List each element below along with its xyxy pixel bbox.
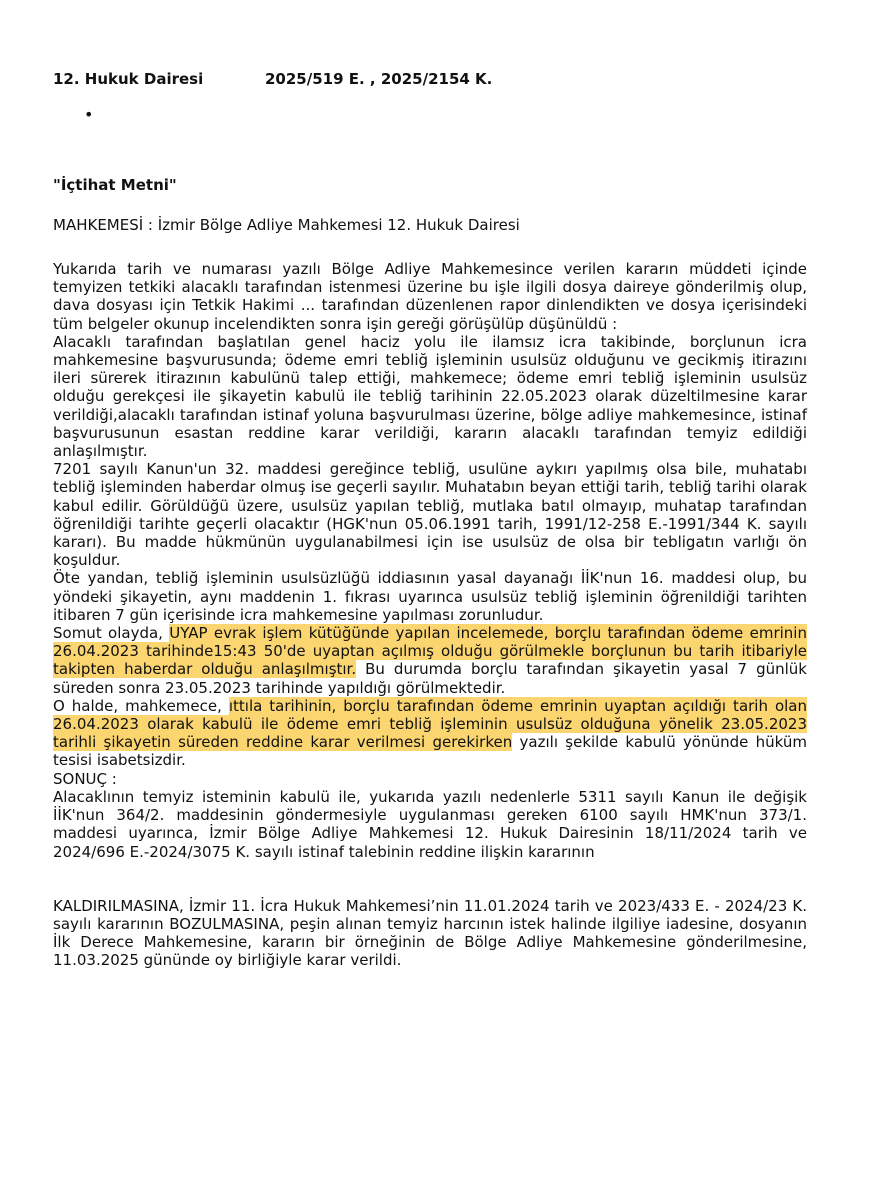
highlighted-text: ıttıla tarihinin, borçlu tarafından ödeme emrinin uyaptan açıldığı tarih olan 26.04.2023 olarak kabulü ile ödeme emri tebliğ işleminin usulsüz olduğuna yönelik 23.05.2023 tarihli şikayetin süreden reddine karar verilmesi gerekirken — [53, 696, 807, 752]
text-segment: Somut olayda, — [53, 624, 170, 643]
decision-text — [53, 260, 807, 970]
paragraph-conclusion-reasoning — [53, 697, 807, 770]
court-line: MAHKEMESİ : İzmir Bölge Adliye Mahkemesi 12. Hukuk Dairesi — [53, 216, 520, 234]
case-number: 2025/519 E. , 2025/2154 K. — [265, 70, 493, 88]
court-name: 12. Hukuk Dairesi — [53, 70, 204, 88]
paragraph-case-summary: Alacaklı tarafından başlatılan genel haciz yolu ile ilamsız icra takibinde, borçlunun icra mahkemesine başvurusunda; ödeme emri tebliğ işleminin usulsüz olduğunu ve gecikmiş itirazını ileri sürerek itirazının kabulünü talep ettiği, mahkemece; ödeme emri tebliğ işleminin usulsüz olduğu gerekçesi ile şikayetin kabulü ile tebliğ tarihinin 22.05.2023 olarak düzeltilmesine karar verildiği,alacaklı tarafından istinaf yoluna başvurulması üzerine, bölge adliye mahkemesince, istinaf başvurusunun esastan reddine karar verildiği, kararın alacaklı tarafından temyiz edildiği anlaşılmıştır. — [53, 332, 807, 461]
paragraph-result: Alacaklının temyiz isteminin kabulü ile, yukarıda yazılı nedenlerle 5311 sayılı Kanun ile değişik İİK'nun 364/2. maddesinin göndermesiyle uygulanması gereken 6100 sayılı HMK'nun 373/1. maddesi uyarınca, İzmir Bölge Adliye Mahkemesi 12. Hukuk Dairesinin 18/11/2024 tarih ve 2024/696 E.-2024/3075 K. sayılı istinaf talebinin reddine ilişkin kararının — [53, 787, 807, 861]
bullet-point: • — [84, 105, 94, 124]
paragraph-intro: Yukarıda tarih ve numarası yazılı Bölge Adliye Mahkemesince verilen kararın müddeti içinde temyizen tetkiki alacaklı tarafından istenmesi üzerine bu işle ilgili dosya daireye gönderilmiş olup, dava dosyası için Tetkik Hakimi ... tarafından düzenlenen rapor dinlendikten ve dosya içerisindeki tüm belgeler okunup incelendikten sonra işin gereği görüşülüp düşünüldü : — [53, 260, 807, 333]
text-segment: O halde, mahkemece, — [53, 696, 229, 715]
paragraph-iik-16: Öte yandan, tebliğ işleminin usulsüzlüğü iddiasının yasal dayanağı İİK'nun 16. maddesi olup, bu yöndeki şikayetin, aynı maddenin 1. fıkrası uyarınca usulsüz tebliğ işleminin öğrenildiği tarihten itibaren 7 gün içerisinde icra mahkemesine yapılması zorunludur. — [53, 569, 807, 624]
text-segment: Bu durumda borçlu tarafından şikayetin yasal 7 günlük süreden sonra 23.05.2023 tarihinde yapıldığı görülmektedir. — [53, 660, 807, 697]
text-segment: yazılı şekilde kabulü yönünde hüküm tesisi isabetsizdir. — [53, 733, 807, 770]
document-title: "İçtihat Metni" — [53, 176, 177, 194]
section-heading-result: SONUÇ : — [53, 769, 117, 788]
paragraph-law-7201: 7201 sayılı Kanun'un 32. maddesi gereğince tebliğ, usulüne aykırı yapılmış olsa bile, muhatabı tebliğ işleminden haberdar olmuş ise geçerli sayılır. Muhatabın beyan ettiği tarih, tebliğ tarihi olarak kabul edilir. Görüldüğü üzere, usulsüz yapılan tebliğ, mutlaka batıl olmayıp, muhatap tarafından öğrenildiği tarihte geçerli olacaktır (HGK'nun 05.06.1991 tarih, 1991/12-258 E.-1991/344 K. sayılı kararı). Bu madde hükmünün uygulanabilmesi için ise usulsüz de olsa bir tebligatın varlığı ön koşuldur. — [53, 460, 807, 570]
paragraph-verdict: KALDIRILMASINA, İzmir 11. İcra Hukuk Mahkemesi’nin 11.01.2024 tarih ve 2023/433 E. - 2024/23 K. sayılı kararının BOZULMASINA, peşin alınan temyiz harcının istek halinde ilgiliye iadesine, dosyanın İlk Derece Mahkemesine, kararın bir örneğinin de Bölge Adliye Mahkemesine gönderilmesine, 11.03.2025 gününde oy birliğiyle karar verildi. — [53, 896, 807, 970]
highlighted-text: UYAP evrak işlem kütüğünde yapılan incelemede, borçlu tarafından ödeme emrinin 26.04.2023 tarihinde15:43 50'de uyaptan açılmış olduğu görülmekle borçlunun bu tarih itibariyle takipten haberdar olduğu anlaşılmıştır. — [53, 624, 807, 679]
paragraph-concrete-case — [53, 624, 807, 697]
case-header — [53, 70, 492, 88]
